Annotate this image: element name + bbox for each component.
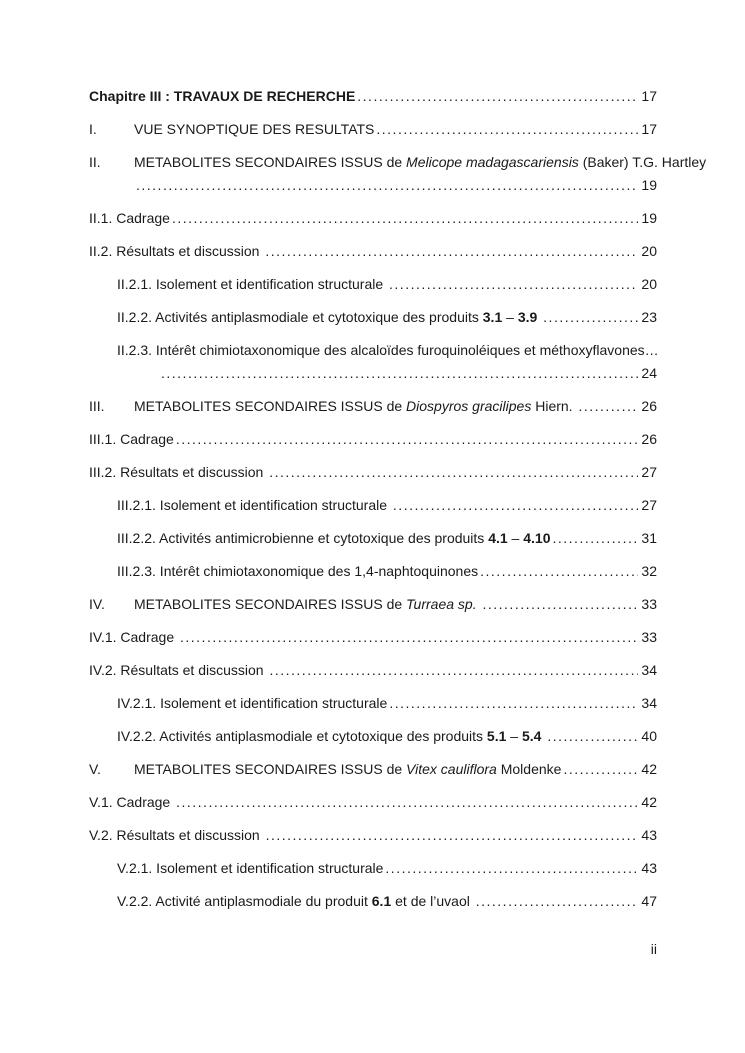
dot-leader	[357, 85, 638, 107]
toc-page-number: 47	[641, 893, 657, 909]
toc-page-number: 42	[641, 794, 657, 810]
toc-entry	[89, 395, 657, 417]
toc-entry-title: V.2.2. Activité antiplasmodiale du produit 6.1 et de l’uvaol	[117, 893, 474, 909]
toc-page-number: 17	[641, 88, 657, 104]
toc-page-number: 27	[641, 464, 657, 480]
dot-leader	[547, 725, 638, 747]
toc-entry-title: II.2.2. Activités antiplasmodiale et cytotoxique des produits 3.1 – 3.9	[117, 309, 538, 325]
toc-continuation-line	[89, 174, 657, 196]
toc-entry-numeral: II.	[89, 154, 101, 170]
toc-page-number: 42	[641, 761, 657, 777]
toc-page-number: 32	[641, 563, 657, 579]
dot-leader	[269, 461, 638, 483]
dot-leader	[480, 560, 638, 582]
toc-entry-title: III.2.3. Intérêt chimiotaxonomique des 1,4-naphtoquinones	[117, 563, 479, 579]
toc-entry	[89, 626, 657, 648]
dot-leader	[563, 758, 638, 780]
toc-page-number: 19	[641, 210, 657, 226]
toc-entry	[89, 273, 657, 295]
dot-leader	[265, 240, 638, 262]
toc-entry	[89, 890, 657, 912]
dot-leader	[269, 659, 638, 681]
toc-entry-title: METABOLITES SECONDAIRES ISSUS de Turraea sp.	[134, 596, 477, 612]
toc-entry	[89, 692, 657, 714]
toc-entry-title: Chapitre III : TRAVAUX DE RECHERCHE	[89, 88, 356, 104]
toc-entry	[89, 240, 657, 262]
toc-entry-title: V.1. Cadrage	[89, 794, 175, 810]
toc-entry	[89, 560, 657, 582]
toc-entry	[89, 306, 657, 328]
toc-entry-numeral: III.	[89, 398, 105, 414]
dot-leader	[176, 428, 639, 450]
toc-entry-title: VUE SYNOPTIQUE DES RESULTATS	[134, 121, 375, 137]
toc-entry-title: II.2. Résultats et discussion	[89, 243, 264, 259]
toc-entry	[89, 151, 707, 173]
toc-page-number: 43	[641, 860, 657, 876]
toc-page-number: 20	[641, 243, 657, 259]
toc-entry	[89, 725, 657, 747]
dot-leader	[180, 626, 638, 648]
dot-leader	[172, 207, 638, 229]
toc-page-number: 26	[641, 398, 657, 414]
toc-entry-title: II.2.1. Isolement et identification structurale	[117, 276, 388, 292]
toc-page-number: 34	[641, 662, 657, 678]
toc-page-number: 17	[641, 121, 657, 137]
toc-entry	[89, 857, 657, 879]
toc-continuation-line	[89, 362, 657, 384]
toc-entry-numeral: IV.	[89, 596, 105, 612]
toc-page-number: 43	[641, 827, 657, 843]
toc-page-number: 34	[641, 695, 657, 711]
toc-entry-title: III.2.2. Activités antimicrobienne et cytotoxique des produits 4.1 – 4.10	[117, 530, 551, 546]
toc-entry-title: III.2. Résultats et discussion	[89, 464, 268, 480]
toc-entry	[89, 339, 657, 361]
dot-leader	[176, 791, 638, 813]
toc-entry	[89, 659, 657, 681]
dot-leader	[578, 395, 638, 417]
page-number: ii	[650, 941, 657, 957]
toc-entry	[89, 824, 657, 846]
toc-entry	[89, 758, 657, 780]
dot-leader	[376, 118, 638, 140]
toc-entry-title: IV.2. Résultats et discussion	[89, 662, 268, 678]
toc-entry	[89, 593, 657, 615]
toc-page-number: 19	[641, 177, 657, 193]
toc-entry-title: IV.1. Cadrage	[89, 629, 178, 645]
toc-page-number: 33	[641, 596, 657, 612]
toc-entry-numeral: I.	[89, 121, 97, 137]
toc-entry	[89, 118, 657, 140]
page-footer	[89, 938, 657, 960]
dot-leader	[389, 692, 638, 714]
toc-entry-title: V.2.1. Isolement et identification structurale	[117, 860, 384, 876]
toc-entry-title: METABOLITES SECONDAIRES ISSUS de Vitex cauliflora Moldenke	[134, 761, 562, 777]
toc-entry	[89, 527, 657, 549]
toc-entry-title: IV.2.1. Isolement et identification structurale	[117, 695, 388, 711]
toc-page-number: 27	[641, 497, 657, 513]
toc-entry-title: METABOLITES SECONDAIRES ISSUS de Melicope madagascariensis (Baker) T.G. Hartley	[134, 154, 707, 170]
toc-entry-title: II.2.3. Intérêt chimiotaxonomique des alcaloïdes furoquinoléiques et méthoxyflavones…	[117, 342, 659, 358]
toc-entry	[89, 428, 657, 450]
dot-leader	[553, 527, 639, 549]
toc-entry	[89, 461, 657, 483]
dot-leader	[385, 857, 638, 879]
dot-leader	[161, 362, 638, 384]
toc-entry	[89, 791, 657, 813]
dot-leader	[393, 494, 639, 516]
toc-entry-numeral: V.	[89, 761, 101, 777]
toc-entry-title: METABOLITES SECONDAIRES ISSUS de Diospyros gracilipes Hiern.	[134, 398, 577, 414]
toc-page-number: 24	[641, 365, 657, 381]
dot-leader	[476, 890, 639, 912]
dot-leader	[543, 306, 638, 328]
toc-page-number: 33	[641, 629, 657, 645]
toc-entry-title: V.2. Résultats et discussion	[89, 827, 264, 843]
toc-entry-title: IV.2.2. Activités antiplasmodiale et cytotoxique des produits 5.1 – 5.4	[117, 728, 542, 744]
toc-entry-title: III.2.1. Isolement et identification structurale	[117, 497, 391, 513]
toc-page-number: 23	[641, 309, 657, 325]
toc-page-number: 31	[641, 530, 657, 546]
toc-page-number: 26	[641, 431, 657, 447]
toc-entry	[89, 85, 657, 107]
dot-leader	[482, 593, 638, 615]
dot-leader	[389, 273, 638, 295]
toc-entry-title: II.1. Cadrage	[89, 210, 170, 226]
toc-entry	[89, 494, 657, 516]
toc-page-number: 20	[641, 276, 657, 292]
toc-page-number: 40	[641, 728, 657, 744]
dot-leader	[266, 824, 639, 846]
toc-entry-title: III.1. Cadrage	[89, 431, 174, 447]
toc-entry	[89, 207, 657, 229]
toc-list	[89, 85, 707, 912]
dot-leader	[136, 174, 638, 196]
